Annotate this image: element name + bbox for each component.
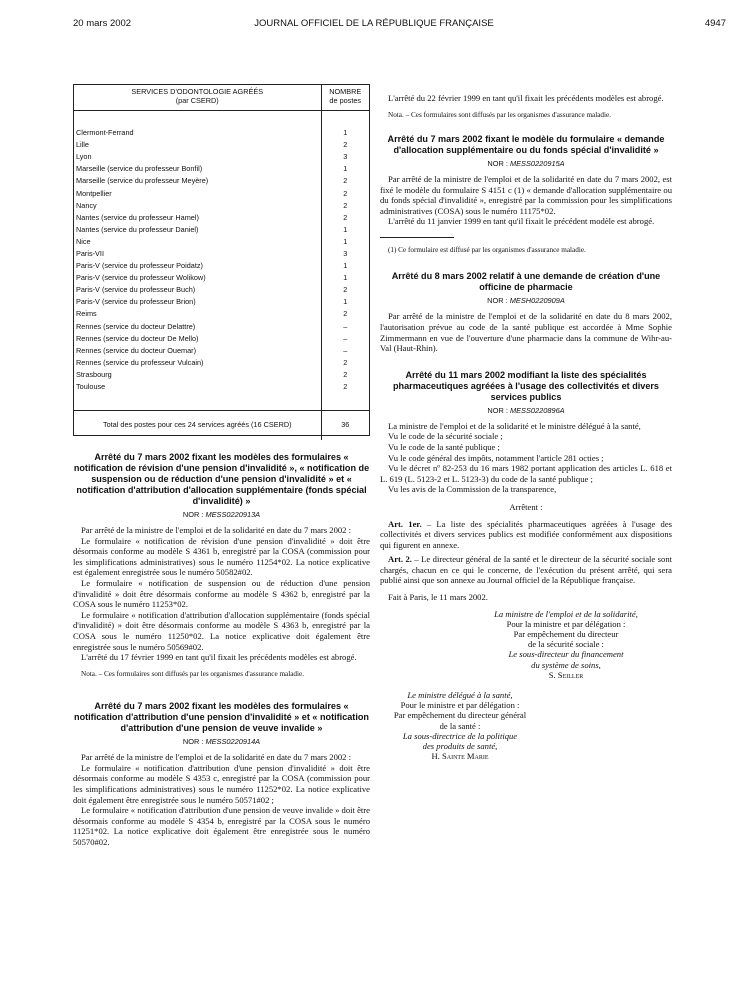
signature-block-1	[380, 609, 672, 680]
table-row	[74, 212, 369, 224]
paragraph: Le formulaire « notification de suspension ou de réduction d'une pension d'invalidité » doit être désormais conforme au modèle S 4362 b, enregistré par la COSA sous le numéro 11253*02.	[73, 577, 370, 610]
post-count: 1	[321, 260, 369, 272]
post-count: 1	[321, 236, 369, 248]
paragraph: Vu les avis de la Commission de la transparence,	[388, 484, 557, 495]
table-row	[74, 357, 369, 369]
table-row	[74, 284, 369, 296]
service-name: Marseille (service du professeur Meyère)	[76, 176, 209, 186]
table-row	[74, 260, 369, 272]
post-count: 1	[321, 272, 369, 284]
table-row	[74, 163, 369, 175]
total-label: Total des postes pour ces 24 services agréés (16 CSERD)	[74, 410, 321, 440]
post-count: 2	[321, 200, 369, 212]
nor-reference: NOR : MESS0220913A	[182, 510, 261, 519]
service-name: Rennes (service du professeur Vulcain)	[76, 357, 204, 367]
table-row	[74, 296, 369, 308]
service-name: Paris-V (service du professeur Wolikow)	[76, 273, 206, 283]
paragraph: Le formulaire « notification d'attribution d'une pension de veuve invalide » doit être désormais conforme au modèle S 4354 b, enregistré par la COSA sous le numéro 11251*02. La notice explicative doit également être enregistrée sous le numéro 50570#02.	[73, 805, 370, 847]
paragraph: Par arrêté de la ministre de l'emploi et de la solidarité en date du 8 mars 2002, l'autorisation prévue au code de la santé publique est accordée à Mme Sophie Zimmermann en vue de l'ouverture d'une pharmacie dans la commune de Wihr-au-Val (Haut-Rhin).	[380, 311, 672, 354]
sig-line: Le ministre délégué à la santé,	[407, 690, 513, 701]
article-title: Arrêté du 7 mars 2002 fixant le modèle du formulaire « demande d'allocation supplémentaire ou du fonds spécial d'invalidité »	[387, 134, 665, 155]
table-row	[74, 127, 369, 139]
paragraph: L'arrêté du 22 février 1999 en tant qu'il fixait les précédents modèles est abrogé.	[388, 93, 664, 103]
post-count: 3	[321, 248, 369, 260]
service-name: Rennes (service du docteur Ouemar)	[76, 345, 197, 355]
article-title: Arrêté du 11 mars 2002 modifiant la liste des spécialités pharmaceutiques agréées à l'usage des collectivités et divers services publics	[392, 369, 659, 402]
table-row	[74, 200, 369, 212]
sig-line: Pour la ministre et par délégation :	[506, 618, 626, 629]
article-1: Art. 1er. – La liste des spécialités pharmaceutiques agréées à l'usage des collectivités et divers services publics est modifiée conformément aux dispositions qui figurent en annexe.	[380, 518, 672, 550]
table-row	[74, 187, 369, 199]
paragraph: L'arrêté du 17 février 1999 en tant qu'il fixait les précédents modèles est abrogé.	[81, 652, 357, 663]
service-name: Toulouse	[76, 382, 106, 392]
journal-title: JOURNAL OFFICIEL DE LA RÉPUBLIQUE FRANÇAISE	[254, 18, 494, 29]
service-name: Paris-V (service du professeur Poidatz)	[76, 261, 203, 271]
odontology-table-frame	[73, 84, 370, 436]
paragraph: Le formulaire « notification de révision d'une pension d'invalidité » doit être désormais conforme au modèle S 4361 b, enregistré par la COSA (commission pour les simplifications administratives) sous le numéro 11254*02. La notice explicative est également enregistrée sous le numéro 50582#02.	[73, 535, 370, 578]
post-count: 2	[321, 381, 369, 393]
paragraph: La ministre de l'emploi et de la solidarité et le ministre délégué à la santé,	[388, 420, 641, 431]
sig-line: Par empêchement du directeur	[513, 629, 619, 640]
service-name: Lille	[76, 140, 89, 150]
odontology-table	[74, 85, 369, 440]
service-name: Marseille (service du professeur Bonfil)	[76, 164, 203, 174]
signature-block-2	[380, 690, 540, 761]
page-header	[0, 18, 748, 32]
paragraph: Vu le décret nº 82-253 du 16 mars 1982 portant application des articles L. 618 et L. 619 (L. 5123-2 et L. 5123-3) du code de la santé publique ;	[380, 463, 672, 484]
table-row	[74, 236, 369, 248]
table-row	[74, 308, 369, 320]
nota-text: Nota. – Ces formulaires sont diffusés par les organismes d'assurance maladie.	[388, 110, 611, 119]
table-row	[74, 175, 369, 187]
table-row	[74, 151, 369, 163]
service-name: Montpellier	[76, 188, 112, 198]
nor-reference: NOR : MESS0220896A	[487, 405, 565, 415]
table-header-count: NOMBRE de postes	[321, 85, 369, 110]
service-name: Nantes (service du professeur Hamel)	[76, 212, 199, 222]
left-column	[73, 84, 370, 847]
service-name: Strasbourg	[76, 369, 112, 379]
nor-reference: NOR : MESS0220914A	[182, 737, 261, 747]
service-name: Nice	[76, 236, 91, 246]
table-row	[74, 345, 369, 357]
header-date: 20 mars 2002	[73, 18, 132, 29]
table-header-services: SERVICES D'ODONTOLOGIE AGRÉÉS (par CSERD)	[74, 85, 321, 110]
table-row	[74, 333, 369, 345]
paragraph: Le formulaire « notification d'attribution d'une pension d'invalidité » doit être désormais conforme au modèle S 4353 c, enregistré par la COSA (commission pour les simplifications administratives) sous le numéro 11252*02. La notice explicative doit également être enregistrée sous le numéro 50571#02 ;	[73, 762, 370, 805]
post-count: 2	[321, 308, 369, 320]
table-row	[74, 381, 369, 393]
post-count: 2	[321, 187, 369, 199]
post-count: 3	[321, 151, 369, 163]
table-row	[74, 369, 369, 381]
service-name: Paris-V (service du professeur Brion)	[76, 297, 196, 307]
paragraph: Vu le code de la santé publique ;	[388, 441, 500, 452]
service-name: Nancy	[76, 200, 97, 210]
table-row	[74, 321, 369, 333]
nor-reference: NOR : MESS0220915A	[487, 159, 565, 168]
fait-a-paris: Fait à Paris, le 11 mars 2002.	[388, 592, 488, 603]
post-count: 2	[321, 139, 369, 151]
service-name: Reims	[76, 309, 97, 319]
table-row	[74, 139, 369, 151]
service-name: Paris-VII	[76, 248, 104, 258]
service-name: Lyon	[76, 152, 92, 162]
table-row	[74, 248, 369, 260]
sig-line: La ministre de l'emploi et de la solidarité,	[494, 608, 638, 619]
sig-line: Par empêchement du directeur général	[393, 710, 527, 721]
post-count: 2	[321, 212, 369, 224]
service-name: Rennes (service du docteur De Mello)	[76, 333, 199, 343]
post-count: 1	[321, 163, 369, 175]
post-count: 2	[321, 284, 369, 296]
post-count: –	[321, 333, 369, 345]
post-count: –	[321, 345, 369, 357]
post-count: –	[321, 321, 369, 333]
service-name: Rennes (service du docteur Delattre)	[76, 321, 196, 331]
post-count: 2	[321, 175, 369, 187]
article-title: Arrêté du 8 mars 2002 relatif à une demande de création d'une officine de pharmacie	[391, 271, 661, 293]
sig-line: Le sous-directeur du financement	[508, 649, 624, 660]
sig-line: du système de soins,	[531, 659, 601, 670]
post-count: 1	[321, 127, 369, 139]
article-title: Arrêté du 7 mars 2002 fixant les modèles des formulaires « notification d'attribution d'une pension d'invalidité » et « notification d'attribution d'une pension de veuve invalide »	[74, 701, 369, 734]
paragraph: L'arrêté du 11 janvier 1999 en tant qu'il fixait le précédent modèle est abrogé.	[388, 216, 655, 227]
page-number: 4947	[704, 18, 726, 29]
sig-line: de la sécurité sociale :	[528, 639, 604, 650]
nota-text: Nota. – Ces formulaires sont diffusés par les organismes d'assurance maladie.	[81, 669, 304, 678]
post-count: 1	[321, 224, 369, 236]
paragraph: Par arrêté de la ministre de l'emploi et de la solidarité en date du 7 mars 2002 :	[81, 525, 352, 535]
paragraph: Par arrêté de la ministre de l'emploi et de la solidarité en date du 7 mars 2002, est fixé le modèle du formulaire S 4151 c (1) « demande d'allocation supplémentaire ou du fonds spécial d'invalidité », enregistré par la commission pour les simplifications administratives (COSA) sous le numéro 11175*02.	[380, 174, 672, 216]
footnote: (1) Ce formulaire est diffusé par les organismes d'assurance maladie.	[388, 245, 586, 254]
article-title: Arrêté du 7 mars 2002 fixant les modèles des formulaires « notification de révision d'une pension d'invalidité », « notification de suspension ou de réduction d'une pension d'invalidité » et « notification d'attribution d'allocation supplémentaire (fonds spécial d'invalidité) »	[73, 452, 370, 506]
sig-line: de la santé :	[439, 720, 481, 731]
total-value: 36	[321, 410, 369, 440]
arretent-text: Arrêtent :	[509, 501, 543, 512]
post-count: 2	[321, 357, 369, 369]
table-row	[74, 272, 369, 284]
sig-name: S. Seiller	[548, 669, 584, 680]
right-column	[380, 93, 672, 762]
paragraph: Vu le code général des impôts, notamment l'article 281 octies ;	[388, 452, 604, 463]
sig-line: des produits de santé,	[422, 741, 498, 752]
paragraph: Par arrêté de la ministre de l'emploi et de la solidarité en date du 7 mars 2002 :	[81, 752, 352, 763]
sig-name: H. Sainte Marie	[431, 751, 489, 762]
service-name: Paris-V (service du professeur Buch)	[76, 285, 196, 295]
article-2: Art. 2. – Le directeur général de la santé et le directeur de la sécurité sociale sont chargés, chacun en ce qui le concerne, de l'exécution du présent arrêté, qui sera publié ainsi que son annexe au Journal officiel de la République française.	[380, 554, 673, 586]
nor-reference: NOR : MESH0220909A	[487, 296, 565, 306]
service-name: Nantes (service du professeur Daniel)	[76, 224, 199, 234]
paragraph: Le formulaire « notification d'attribution d'allocation supplémentaire (fonds spécial d'invalidité) » doit être désormais conforme au modèle S 4363 b, enregistré par la COSA sous le numéro 11250*02. La notice explicative doit également être enregistrée sous le numéro 50569#02.	[73, 609, 370, 652]
table-total-row	[74, 410, 369, 440]
post-count: 1	[321, 296, 369, 308]
service-name: Clermont-Ferrand	[76, 128, 134, 138]
footnote-separator	[380, 237, 454, 238]
table-row	[74, 224, 369, 236]
paragraph: Vu le code de la sécurité sociale ;	[388, 431, 503, 442]
post-count: 2	[321, 369, 369, 381]
sig-line: Pour le ministre et par délégation :	[400, 700, 520, 711]
sig-line: La sous-directrice de la politique	[402, 730, 518, 741]
